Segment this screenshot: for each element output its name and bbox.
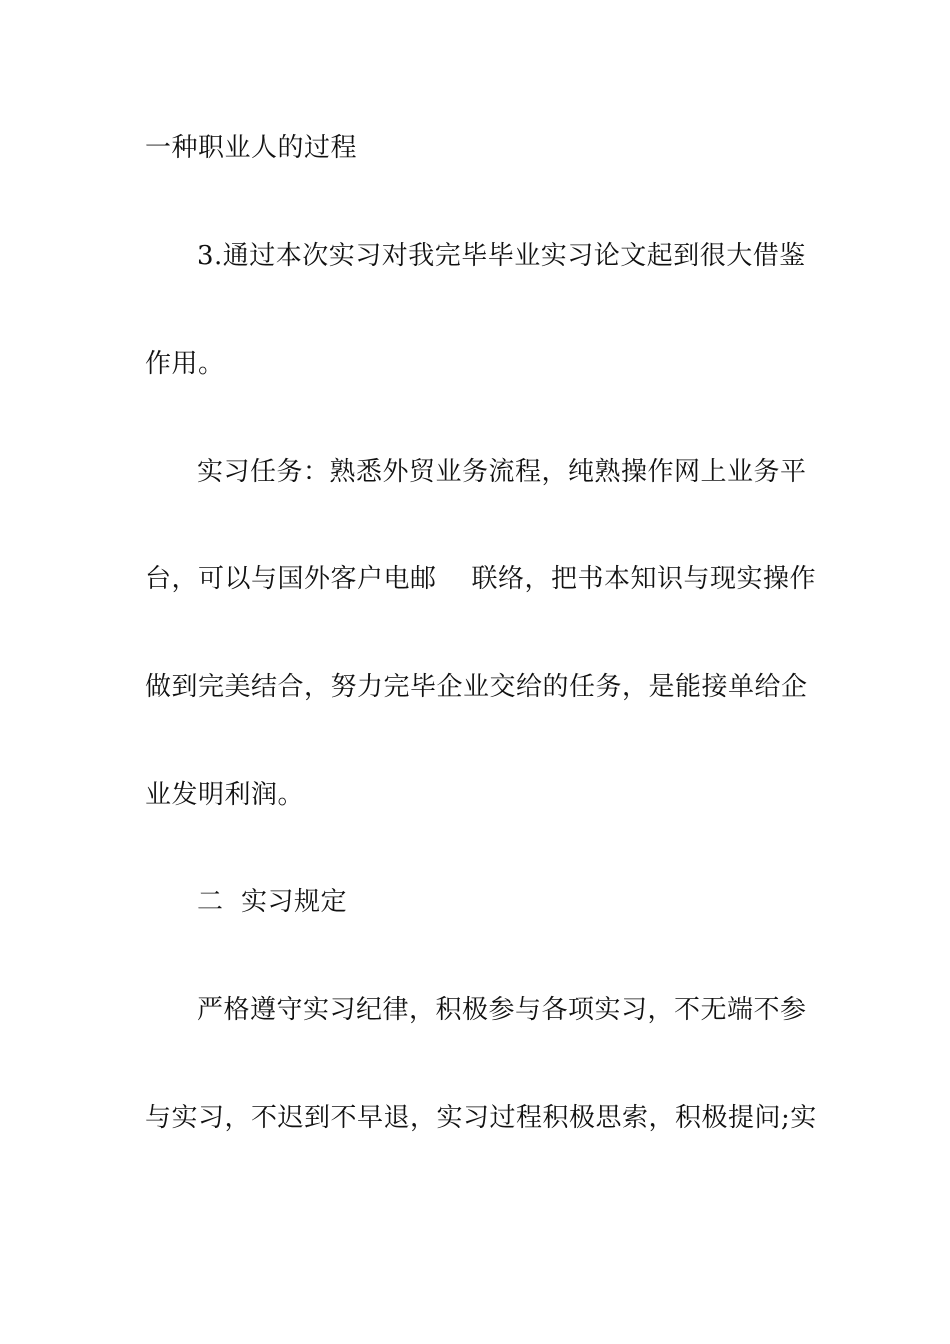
text-line: 与实习，不迟到不早退，实习过程积极思索，积极提问;实 bbox=[145, 1103, 817, 1133]
text-line: 严格遵守实习纪律，积极参与各项实习，不无端不参 bbox=[197, 995, 807, 1025]
text-line: 作用。 bbox=[145, 349, 225, 379]
text-line: 台，可以与国外客户电邮 联络，把书本知识与现实操作 bbox=[145, 564, 817, 594]
text-line: 一种职业人的过程 bbox=[145, 133, 358, 163]
section-heading: 二 实习规定 bbox=[197, 887, 348, 917]
text-line: 实习任务：熟悉外贸业务流程，纯熟操作网上业务平 bbox=[197, 457, 807, 487]
text-line: 3.通过本次实习对我完毕毕业实习论文起到很大借鉴 bbox=[197, 241, 806, 271]
text-line: 业发明利润。 bbox=[145, 780, 305, 810]
text-line: 做到完美结合，努力完毕企业交给的任务，是能接单给企 bbox=[145, 672, 808, 702]
